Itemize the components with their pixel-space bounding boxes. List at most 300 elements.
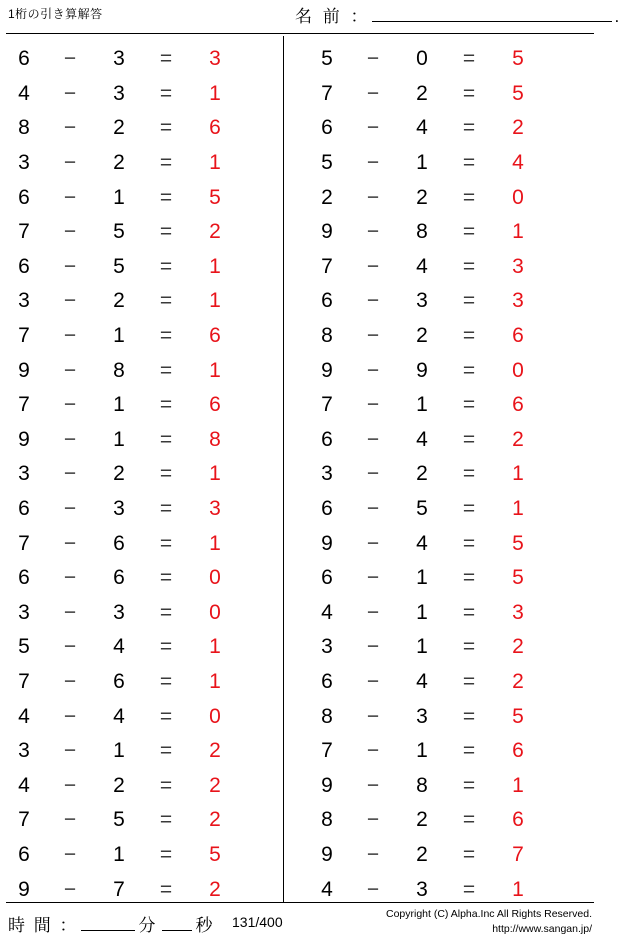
minus-icon: − [366, 566, 380, 590]
minus-icon: − [366, 116, 380, 140]
minus-icon: − [63, 220, 77, 244]
operand-second: 6 [113, 566, 125, 590]
equals-icon: = [159, 462, 173, 486]
time-label: 時 間 ： [8, 916, 79, 935]
answer-value: 2 [209, 220, 221, 244]
equals-icon: = [159, 635, 173, 659]
answer-value: 8 [209, 427, 221, 451]
minus-icon: − [63, 669, 77, 693]
name-input[interactable] [372, 4, 612, 22]
operand-first: 5 [321, 47, 333, 71]
minus-icon: − [366, 497, 380, 521]
answer-value: 2 [512, 635, 524, 659]
problem-row [283, 284, 600, 319]
problem-row [0, 250, 283, 285]
answer-value: 7 [512, 842, 524, 866]
operand-first: 7 [321, 254, 333, 278]
operand-first: 8 [321, 704, 333, 728]
problem-row [283, 353, 600, 388]
operand-second: 4 [113, 635, 125, 659]
equals-icon: = [462, 497, 476, 521]
problem-row [283, 803, 600, 838]
problem-row [0, 803, 283, 838]
page-title: 1桁の引き算解答 [8, 7, 103, 21]
problem-row [0, 111, 283, 146]
problem-row [283, 215, 600, 250]
operand-second: 1 [416, 600, 428, 624]
equals-icon: = [159, 842, 173, 866]
operand-second: 8 [416, 773, 428, 797]
minus-icon: − [63, 497, 77, 521]
operand-first: 6 [321, 116, 333, 140]
answer-value: 3 [209, 497, 221, 521]
minus-icon: − [366, 462, 380, 486]
answer-value: 1 [209, 81, 221, 105]
problem-row [283, 526, 600, 561]
operand-first: 3 [321, 462, 333, 486]
operand-second: 2 [113, 462, 125, 486]
problem-row [283, 596, 600, 631]
operand-first: 9 [321, 842, 333, 866]
minus-icon: − [366, 254, 380, 278]
operand-first: 7 [18, 669, 30, 693]
minus-icon: − [366, 151, 380, 175]
minus-icon: − [366, 289, 380, 313]
equals-icon: = [159, 773, 173, 797]
operand-second: 1 [113, 739, 125, 763]
minus-icon: − [366, 808, 380, 832]
problem-row [0, 838, 283, 873]
minus-icon: − [366, 842, 380, 866]
equals-icon: = [462, 324, 476, 348]
minus-icon: − [63, 427, 77, 451]
equals-icon: = [159, 877, 173, 901]
minus-icon: − [366, 393, 380, 417]
equals-icon: = [159, 151, 173, 175]
equals-icon: = [159, 739, 173, 763]
answer-value: 6 [209, 324, 221, 348]
operand-second: 5 [416, 497, 428, 521]
operand-second: 3 [113, 600, 125, 624]
seconds-input[interactable] [162, 913, 192, 931]
minus-icon: − [63, 358, 77, 382]
problem-row [283, 250, 600, 285]
operand-first: 4 [18, 704, 30, 728]
answer-value: 6 [512, 808, 524, 832]
problem-row [283, 111, 600, 146]
operand-second: 2 [416, 324, 428, 348]
operand-second: 2 [416, 185, 428, 209]
minus-icon: − [366, 600, 380, 624]
answer-value: 3 [512, 600, 524, 624]
operand-first: 7 [321, 739, 333, 763]
problem-row [0, 423, 283, 458]
minus-icon: − [366, 531, 380, 555]
equals-icon: = [462, 185, 476, 209]
answer-value: 1 [209, 531, 221, 555]
minus-icon: − [366, 427, 380, 451]
equals-icon: = [462, 220, 476, 244]
operand-first: 6 [18, 254, 30, 278]
operand-first: 6 [321, 427, 333, 451]
answer-value: 5 [209, 842, 221, 866]
operand-first: 7 [321, 81, 333, 105]
problem-row [283, 319, 600, 354]
minus-icon: − [366, 185, 380, 209]
minus-icon: − [366, 324, 380, 348]
equals-icon: = [159, 116, 173, 140]
answer-value: 1 [209, 462, 221, 486]
equals-icon: = [159, 289, 173, 313]
operand-second: 2 [113, 289, 125, 313]
minus-icon: − [63, 254, 77, 278]
operand-first: 9 [321, 358, 333, 382]
copyright-line: Copyright (C) Alpha.Inc All Rights Reserved. [385, 908, 592, 920]
operand-second: 2 [113, 116, 125, 140]
problem-row [0, 699, 283, 734]
answer-value: 3 [512, 254, 524, 278]
operand-second: 6 [113, 669, 125, 693]
minus-icon: − [63, 116, 77, 140]
problem-row [0, 492, 283, 527]
answer-value: 1 [209, 151, 221, 175]
minus-icon: − [63, 773, 77, 797]
operand-second: 1 [416, 151, 428, 175]
answer-value: 2 [209, 877, 221, 901]
operand-first: 6 [18, 497, 30, 521]
answer-value: 0 [512, 185, 524, 209]
operand-first: 9 [321, 220, 333, 244]
answer-value: 1 [512, 877, 524, 901]
answer-value: 0 [209, 600, 221, 624]
problem-row [0, 457, 283, 492]
answer-value: 6 [512, 393, 524, 417]
answer-value: 2 [512, 669, 524, 693]
problems-area [0, 36, 600, 902]
operand-first: 3 [18, 739, 30, 763]
minus-icon: − [63, 531, 77, 555]
minus-icon: − [366, 739, 380, 763]
answer-value: 0 [209, 566, 221, 590]
equals-icon: = [462, 704, 476, 728]
operand-second: 8 [416, 220, 428, 244]
minus-icon: − [63, 324, 77, 348]
minus-icon: − [63, 289, 77, 313]
seconds-unit-label: 秒 [195, 916, 213, 935]
equals-icon: = [462, 427, 476, 451]
operand-second: 1 [416, 635, 428, 659]
equals-icon: = [159, 566, 173, 590]
equals-icon: = [462, 566, 476, 590]
problem-row [283, 423, 600, 458]
header-divider [6, 33, 594, 34]
website-url: http://www.sangan.jp/ [492, 923, 592, 935]
problem-row [283, 838, 600, 873]
operand-second: 4 [416, 669, 428, 693]
operand-first: 6 [321, 566, 333, 590]
operand-second: 2 [113, 773, 125, 797]
operand-first: 3 [18, 289, 30, 313]
operand-first: 6 [18, 566, 30, 590]
answer-value: 6 [209, 393, 221, 417]
answer-value: 6 [209, 116, 221, 140]
problem-row [0, 319, 283, 354]
minus-icon: − [366, 704, 380, 728]
equals-icon: = [462, 739, 476, 763]
problem-row [0, 353, 283, 388]
worksheet-header [0, 0, 619, 34]
operand-second: 3 [416, 704, 428, 728]
problem-row [0, 146, 283, 181]
operand-first: 3 [321, 635, 333, 659]
equals-icon: = [159, 497, 173, 521]
minus-icon: − [366, 47, 380, 71]
operand-second: 4 [113, 704, 125, 728]
equals-icon: = [462, 393, 476, 417]
answer-value: 0 [512, 358, 524, 382]
answer-value: 0 [209, 704, 221, 728]
answer-value: 3 [512, 289, 524, 313]
operand-first: 6 [18, 185, 30, 209]
operand-second: 8 [113, 358, 125, 382]
operand-first: 5 [321, 151, 333, 175]
problem-row [0, 561, 283, 596]
problem-row [283, 630, 600, 665]
operand-second: 1 [113, 427, 125, 451]
equals-icon: = [462, 877, 476, 901]
operand-first: 7 [18, 808, 30, 832]
answer-value: 1 [209, 635, 221, 659]
problem-row [283, 561, 600, 596]
answer-value: 1 [512, 773, 524, 797]
problem-row [0, 388, 283, 423]
equals-icon: = [159, 393, 173, 417]
equals-icon: = [159, 81, 173, 105]
operand-first: 6 [321, 669, 333, 693]
equals-icon: = [159, 669, 173, 693]
operand-first: 8 [321, 324, 333, 348]
operand-first: 9 [18, 427, 30, 451]
answer-value: 5 [512, 47, 524, 71]
operand-first: 4 [321, 600, 333, 624]
operand-second: 1 [416, 393, 428, 417]
operand-second: 5 [113, 254, 125, 278]
equals-icon: = [462, 462, 476, 486]
equals-icon: = [159, 47, 173, 71]
equals-icon: = [462, 289, 476, 313]
answer-value: 5 [512, 566, 524, 590]
answer-value: 2 [512, 116, 524, 140]
operand-second: 2 [416, 462, 428, 486]
worksheet-footer [0, 903, 600, 945]
operand-second: 1 [416, 739, 428, 763]
operand-first: 3 [18, 600, 30, 624]
operand-second: 2 [113, 151, 125, 175]
minutes-unit-label: 分 [138, 916, 156, 935]
operand-second: 1 [416, 566, 428, 590]
operand-second: 5 [113, 808, 125, 832]
operand-second: 2 [416, 842, 428, 866]
problem-row [283, 77, 600, 112]
minus-icon: − [63, 462, 77, 486]
equals-icon: = [159, 600, 173, 624]
operand-first: 7 [18, 324, 30, 348]
equals-icon: = [462, 531, 476, 555]
minus-icon: − [63, 566, 77, 590]
answer-value: 3 [209, 47, 221, 71]
answer-value: 6 [512, 324, 524, 348]
operand-second: 4 [416, 116, 428, 140]
equals-icon: = [462, 635, 476, 659]
minus-icon: − [366, 877, 380, 901]
operand-second: 1 [113, 842, 125, 866]
operand-second: 1 [113, 185, 125, 209]
operand-second: 2 [416, 808, 428, 832]
problem-row [0, 596, 283, 631]
minus-icon: − [63, 185, 77, 209]
answer-value: 2 [209, 808, 221, 832]
problem-row [283, 180, 600, 215]
operand-first: 4 [321, 877, 333, 901]
equals-icon: = [159, 808, 173, 832]
minus-icon: − [63, 704, 77, 728]
problem-row [283, 699, 600, 734]
minus-icon: − [366, 773, 380, 797]
operand-second: 3 [113, 497, 125, 521]
equals-icon: = [159, 185, 173, 209]
operand-first: 7 [18, 220, 30, 244]
name-label: 名 前 ： [295, 7, 371, 26]
answer-value: 2 [209, 773, 221, 797]
problem-row [283, 42, 600, 77]
answer-value: 5 [512, 704, 524, 728]
answer-value: 6 [512, 739, 524, 763]
operand-first: 6 [321, 289, 333, 313]
operand-second: 5 [113, 220, 125, 244]
operand-first: 6 [321, 497, 333, 521]
problem-row [0, 42, 283, 77]
operand-first: 6 [18, 842, 30, 866]
problem-row [0, 665, 283, 700]
operand-second: 6 [113, 531, 125, 555]
operand-first: 9 [321, 773, 333, 797]
problem-column-right [283, 36, 600, 902]
operand-first: 7 [321, 393, 333, 417]
equals-icon: = [462, 842, 476, 866]
problem-row [0, 526, 283, 561]
problem-row [283, 768, 600, 803]
equals-icon: = [159, 324, 173, 348]
operand-first: 2 [321, 185, 333, 209]
operand-first: 7 [18, 531, 30, 555]
answer-value: 5 [209, 185, 221, 209]
minus-icon: − [366, 220, 380, 244]
name-field-group [295, 2, 619, 27]
equals-icon: = [159, 358, 173, 382]
operand-second: 1 [113, 393, 125, 417]
problem-row [0, 768, 283, 803]
operand-second: 7 [113, 877, 125, 901]
operand-second: 9 [416, 358, 428, 382]
equals-icon: = [462, 600, 476, 624]
operand-second: 3 [113, 47, 125, 71]
answer-value: 2 [209, 739, 221, 763]
copyright-block [386, 907, 592, 937]
equals-icon: = [462, 47, 476, 71]
minus-icon: − [63, 842, 77, 866]
operand-first: 7 [18, 393, 30, 417]
problem-row [283, 665, 600, 700]
minus-icon: − [63, 393, 77, 417]
operand-second: 3 [113, 81, 125, 105]
answer-value: 1 [512, 497, 524, 521]
answer-value: 5 [512, 531, 524, 555]
operand-first: 6 [18, 47, 30, 71]
problem-row [283, 734, 600, 769]
minus-icon: − [63, 808, 77, 832]
operand-first: 4 [18, 81, 30, 105]
operand-second: 2 [416, 81, 428, 105]
minus-icon: − [63, 877, 77, 901]
problem-row [0, 734, 283, 769]
answer-value: 1 [512, 462, 524, 486]
equals-icon: = [159, 220, 173, 244]
operand-first: 9 [18, 877, 30, 901]
operand-second: 4 [416, 427, 428, 451]
minutes-input[interactable] [81, 913, 135, 931]
equals-icon: = [159, 254, 173, 278]
equals-icon: = [462, 773, 476, 797]
minus-icon: − [366, 669, 380, 693]
equals-icon: = [159, 427, 173, 451]
operand-first: 5 [18, 635, 30, 659]
operand-second: 1 [113, 324, 125, 348]
operand-second: 3 [416, 289, 428, 313]
name-trailing-dot: . [614, 7, 619, 26]
operand-second: 0 [416, 47, 428, 71]
equals-icon: = [462, 808, 476, 832]
problem-row [283, 388, 600, 423]
minus-icon: − [63, 600, 77, 624]
answer-value: 1 [209, 254, 221, 278]
minus-icon: − [63, 739, 77, 763]
page-number: 131/400 [232, 914, 283, 930]
answer-value: 1 [209, 669, 221, 693]
operand-first: 8 [321, 808, 333, 832]
minus-icon: − [63, 47, 77, 71]
time-field-group [8, 911, 216, 936]
operand-first: 9 [321, 531, 333, 555]
minus-icon: − [366, 81, 380, 105]
problem-row [0, 77, 283, 112]
minus-icon: − [63, 151, 77, 175]
answer-value: 5 [512, 81, 524, 105]
answer-value: 2 [512, 427, 524, 451]
minus-icon: − [63, 81, 77, 105]
answer-value: 1 [209, 289, 221, 313]
equals-icon: = [159, 531, 173, 555]
equals-icon: = [462, 669, 476, 693]
problem-row [0, 215, 283, 250]
operand-first: 3 [18, 462, 30, 486]
equals-icon: = [462, 254, 476, 278]
problem-row [0, 180, 283, 215]
equals-icon: = [159, 704, 173, 728]
minus-icon: − [63, 635, 77, 659]
operand-first: 9 [18, 358, 30, 382]
equals-icon: = [462, 358, 476, 382]
answer-value: 4 [512, 151, 524, 175]
